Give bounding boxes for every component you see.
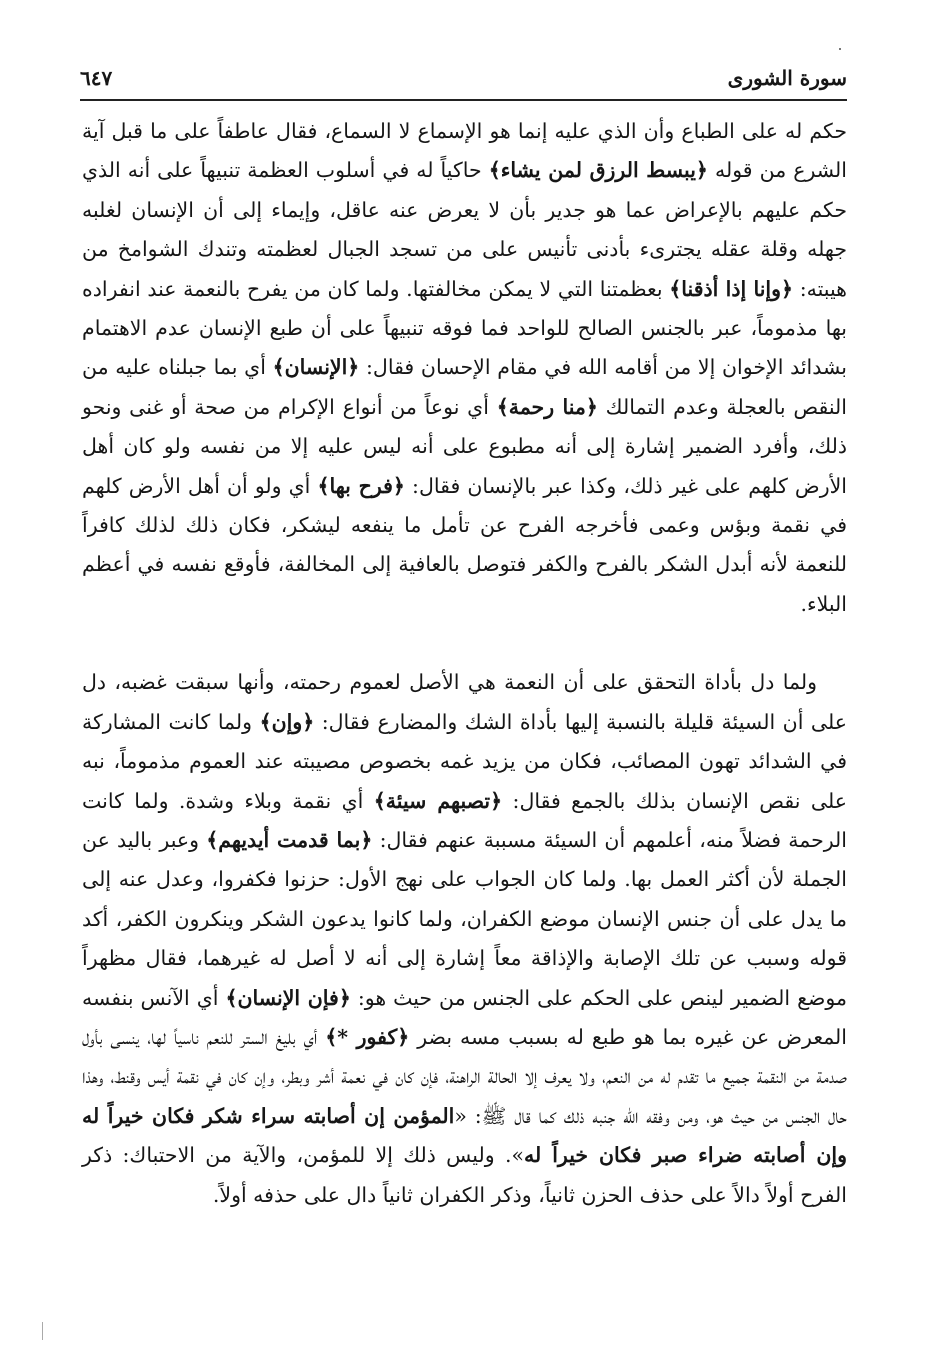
paragraph-1 — [82, 112, 847, 624]
scan-speck — [839, 48, 841, 50]
quran-quote: ﴿وإن﴾ — [259, 709, 315, 734]
hadith-quote: المؤمن إن أصابته سراء شكر فكان خيراً له وإن أصابته ضراء صبر فكان خيراً له — [82, 1103, 847, 1168]
quran-quote: ﴿وإنا إذا أذقنا﴾ — [669, 276, 794, 301]
text-segment: حاكياً له في أسلوب العظمة تنبيهاً على أنه الذي حكم عليهم بالإعراض عما هو جدير بأن لا يعرض عنه عاقل، وإيماء إلى أن الإنسان لغلبه جهله وقلة عقله يجترىء بأدنى تأنيس على من تسجد الجبال لعظمته وتندك الشوامخ من هيبته: — [82, 158, 847, 301]
text-segment: أي بما جبلناه عليه من النقص بالعجلة وعدم التمالك — [82, 355, 847, 419]
quran-quote: ﴿الإنسان﴾ — [272, 355, 360, 380]
quran-quote: ﴿فإن الإنسان﴾ — [225, 985, 351, 1010]
quran-quote: ﴿كفور *﴾ — [325, 1024, 410, 1049]
text-segment: أي بليغ الستر للنعم ناسياً لها، ينسى بأول صدمة من النقمة جميع ما تقدم له من النعم، ولا يعرف إلا الحالة الراهنة، فإن كان في نعمة أشر وبطر، وإن كان في نقمة أيس وقنط، وهذا حال الجنس من حيث هو، ومن وفقه الله جنبه ذلك كما قال ﷺ: « — [82, 1024, 847, 1128]
text-segment: بعظمتنا التي لا يمكن مخالفتها. ولما كان من يفرح بالنعمة عند انفراده بها مذموماً، عبر بالجنس الصالح للواحد فما فوقه تنبيهاً على أن طبع الإنسان عدم الاهتمام بشدائد الإخوان إلا من أقامه الله في مقام الإحسان فقال: — [82, 276, 847, 380]
text-segment: أي نقمة وبلاء وشدة. ولما كانت الرحمة فضلاً منه، أعلمهم أن السيئة مسببة عنهم فقال: — [82, 788, 847, 852]
surah-title: سورة الشورى — [727, 66, 847, 90]
quran-quote: ﴿يبسط الرزق لمن يشاء﴾ — [488, 158, 708, 183]
margin-mark — [42, 1322, 43, 1340]
header-rule — [80, 99, 847, 101]
text-segment: حكم له على الطباع وأن الذي عليه إنما هو الإسماع لا السماع، فقال عاطفاً على ما قبل آية الشرع من قوله — [82, 119, 847, 183]
text-segment: أي الآنس بنفسه المعرض عن غيره بما هو طبع له بسبب مسه بضر — [82, 985, 847, 1049]
page-header — [80, 62, 847, 96]
quran-quote: ﴿منا رحمة﴾ — [496, 394, 598, 419]
text-segment: ولما دل بأداة التحقق على أن النعمة هي الأصل لعموم رحمته، وأنها سبقت غضبه، دل على أن السيئة قليلة بالنسبة إليها بأداة الشك والمضارع فقال: — [82, 670, 847, 734]
text-segment: ولما كانت المشاركة في الشدائد تهون المصائب، فكان من يزيد غمه بخصوص مصيبته عند العموم مذموماً، نبه على نقص الإنسان بذلك بالجمع فقال: — [82, 709, 847, 813]
body-text — [82, 112, 847, 1215]
page-number: ٦٤٧ — [80, 66, 113, 90]
text-segment: ». وليس ذلك إلا للمؤمن، والآية من الاحتباك: ذكر الفرح أولاً دالاً على حذف الحزن ثانياً، وذكر الكفران ثانياً دال على حذفه أولاً. — [82, 1143, 847, 1207]
quran-quote: ﴿فرح بها﴾ — [317, 473, 405, 498]
text-segment: أي نوعاً من أنواع الإكرام من صحة أو غنى ونحو ذلك، وأفرد الضمير إشارة إلى أنه مطبوع على أنه ليس عليه إلا من نفسه ولو كان أهل الأرض كلهم على غير ذلك، وكذا عبر بالإنسان فقال: — [82, 394, 847, 498]
quran-quote: ﴿تصبهم سيئة﴾ — [373, 788, 503, 813]
paragraph-2 — [82, 663, 847, 1215]
text-segment: أي ولو أن أهل الأرض كلهم في نقمة وبؤس وعمى فأخرجه الفرح عن تأمل ما ينفعه ليشكر، فكان ذلك لذلك كافراً للنعمة لأنه أبدل الشكر بالفرح والكفر فتوصل بالعافية إلى المخالفة، فأوقع نفسه في أعظم البلاء. — [82, 473, 847, 616]
quran-quote: ﴿بما قدمت أيديهم﴾ — [206, 827, 373, 852]
text-segment: وعبر باليد عن الجملة لأن أكثر العمل بها. ولما كان الجواب على نهج الأول: حزنوا فكفروا، وعدل عنه إلى ما يدل على أن جنس الإنسان موضع الكفران، ولما كانوا يدعون الشكر وينكرون الكفر، أكد قوله وسبب عن تلك الإصابة والإذاقة معاً إشارة إلى أنه لا أصل له غيرهما، فقال مظهراً موضع الضمير لينص على الحكم على الجنس من حيث هو: — [82, 827, 847, 1010]
